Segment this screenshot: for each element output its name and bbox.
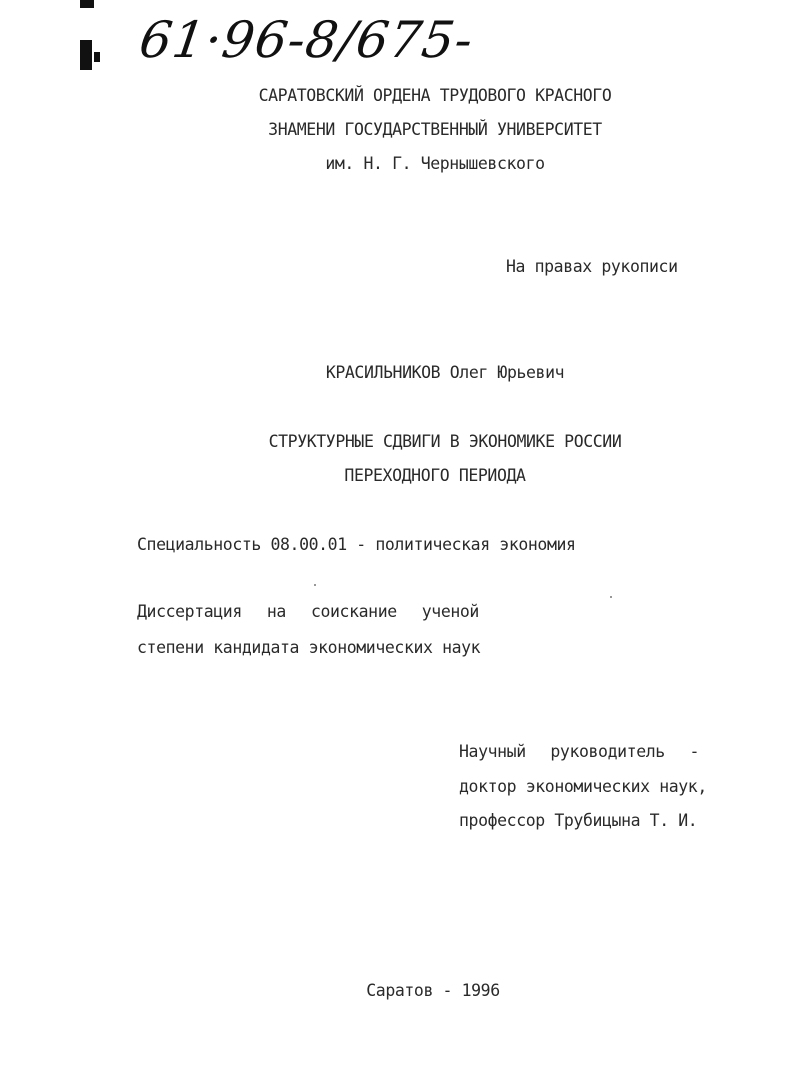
- handwritten-registration-number: 61·96-8/675-: [135, 11, 478, 69]
- dissertation-title-line-1: СТРУКТУРНЫЕ СДВИГИ В ЭКОНОМИКЕ РОССИИ: [268, 432, 622, 451]
- supervisor-line-2: доктор экономических наук,: [459, 777, 707, 796]
- university-line-1: САРАТОВСКИЙ ОРДЕНА ТРУДОВОГО КРАСНОГО: [258, 86, 612, 105]
- author-name: КРАСИЛЬНИКОВ Олег Юрьевич: [325, 363, 565, 382]
- university-line-2: ЗНАМЕНИ ГОСУДАРСТВЕННЫЙ УНИВЕРСИТЕТ: [268, 120, 602, 139]
- scan-mark-binding: [80, 40, 92, 70]
- dissertation-title-line-2: ПЕРЕХОДНОГО ПЕРИОДА: [344, 466, 526, 485]
- supervisor-word: -: [689, 742, 699, 761]
- scan-mark-top: [80, 0, 94, 8]
- dissertation-word: Диссертация: [137, 602, 242, 621]
- supervisor-line-1: [459, 742, 699, 762]
- dissertation-word: на: [266, 602, 286, 621]
- dissertation-line-1: [137, 602, 479, 622]
- supervisor-line-3: профессор Трубицына Т. И.: [459, 811, 698, 830]
- specialty-line: Специальность 08.00.01 - политическая экономия: [137, 535, 576, 554]
- scan-dot: [314, 584, 316, 586]
- supervisor-word: руководитель: [550, 742, 665, 761]
- dissertation-word: соискание: [310, 602, 397, 621]
- supervisor-word: Научный: [459, 742, 526, 761]
- rights-note: На правах рукописи: [506, 257, 678, 276]
- university-line-3: им. Н. Г. Чернышевского: [325, 154, 545, 173]
- city-year-footer: Саратов - 1996: [366, 981, 500, 1000]
- dissertation-line-2: степени кандидата экономических наук: [137, 638, 481, 657]
- scan-dot: [610, 596, 612, 598]
- scan-mark-binding-small: [94, 52, 100, 62]
- dissertation-word: ученой: [421, 602, 479, 621]
